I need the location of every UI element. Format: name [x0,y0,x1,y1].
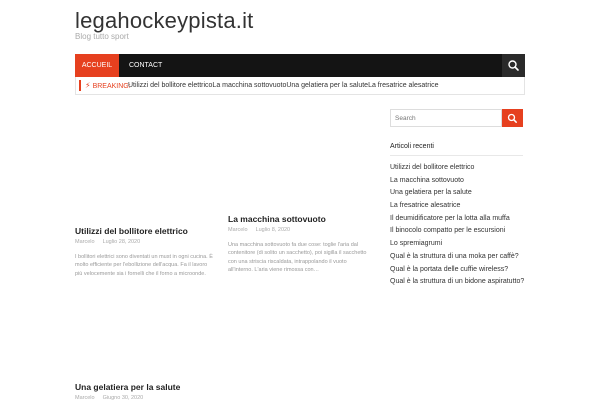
breaking-accent-bar [79,80,81,91]
post-title[interactable]: Utilizzi del bollitore elettrico [75,226,188,236]
recent-post-link[interactable]: Lo spremiagrumi [390,240,443,248]
post-excerpt: Una macchina sottovuoto fa due cose: toglie l'aria dal contenitore (di solito un sacchetto), poi sigilla il sacchetto con una striscia riscaldata, intrappolando il vuoto all'interno. L'aria viene rimossa con… [228,242,367,274]
post-author[interactable]: Marcelo [75,239,95,245]
breaking-news-bar [75,77,525,95]
search-icon [502,109,523,127]
post-meta [75,395,143,400]
post-title[interactable]: La macchina sottovuoto [228,214,326,224]
recent-post-link[interactable]: Il binocolo compatto per le escursioni [390,227,506,235]
divider [390,155,523,156]
nav-item-accueil[interactable]: ACCUEIL [75,54,119,77]
post-date[interactable]: Giugno 30, 2020 [102,395,144,400]
post-date[interactable]: Luglio 8, 2020 [255,227,291,233]
recent-post-link[interactable]: La macchina sottovuoto [390,176,464,184]
bolt-icon: ⚡ [85,81,91,90]
post-meta [75,239,140,245]
recent-posts-heading: Articoli recenti [390,143,434,150]
breaking-label [85,80,131,92]
breaking-label-text: BREAKING: [92,83,131,90]
site-title[interactable]: legahockeypista.it [75,8,254,33]
main-navbar [75,54,525,77]
recent-post-link[interactable]: Una gelatiera per la salute [390,189,472,197]
recent-post-link[interactable]: Qual è la portata delle cuffie wireless? [390,265,509,273]
nav-item-contact[interactable]: CONTACT [129,62,163,69]
recent-post-link[interactable]: Il deumidificatore per la lotta alla muffa [390,214,510,222]
search-icon [502,54,525,77]
sidebar-search-button[interactable] [502,109,523,127]
site-tagline: Blog tutto sport [75,32,129,41]
nav-search-button[interactable] [502,54,525,77]
post-date[interactable]: Luglio 28, 2020 [102,239,141,245]
post-author[interactable]: Marcelo [75,395,95,400]
post-meta [228,227,290,233]
recent-post-link[interactable]: Qual è la struttura di una moka per caffè? [390,252,519,260]
post-excerpt: I bollitori elettrici sono diventati un must in ogni cucina. È molto efficiente per l'ebollizione dell'acqua. Fa il lavoro più velocemente sia i fornelli che il forno a microonde. [75,254,213,277]
recent-posts-list [390,162,530,289]
sidebar-search-input[interactable] [390,109,502,127]
post-title[interactable]: Una gelatiera per la salute [75,382,181,392]
breaking-ticker-text[interactable]: Utilizzi del bollitore elettricoLa macchina sottovuotoUna gelatiera per la saluteLa fresatrice alesatrice [128,82,439,89]
recent-post-link[interactable]: Qual è la struttura di un bidone aspiratutto? [390,278,525,286]
recent-post-link[interactable]: La fresatrice alesatrice [390,202,461,210]
post-author[interactable]: Marcelo [228,227,248,233]
recent-post-link[interactable]: Utilizzi del bollitore elettrico [390,164,475,171]
